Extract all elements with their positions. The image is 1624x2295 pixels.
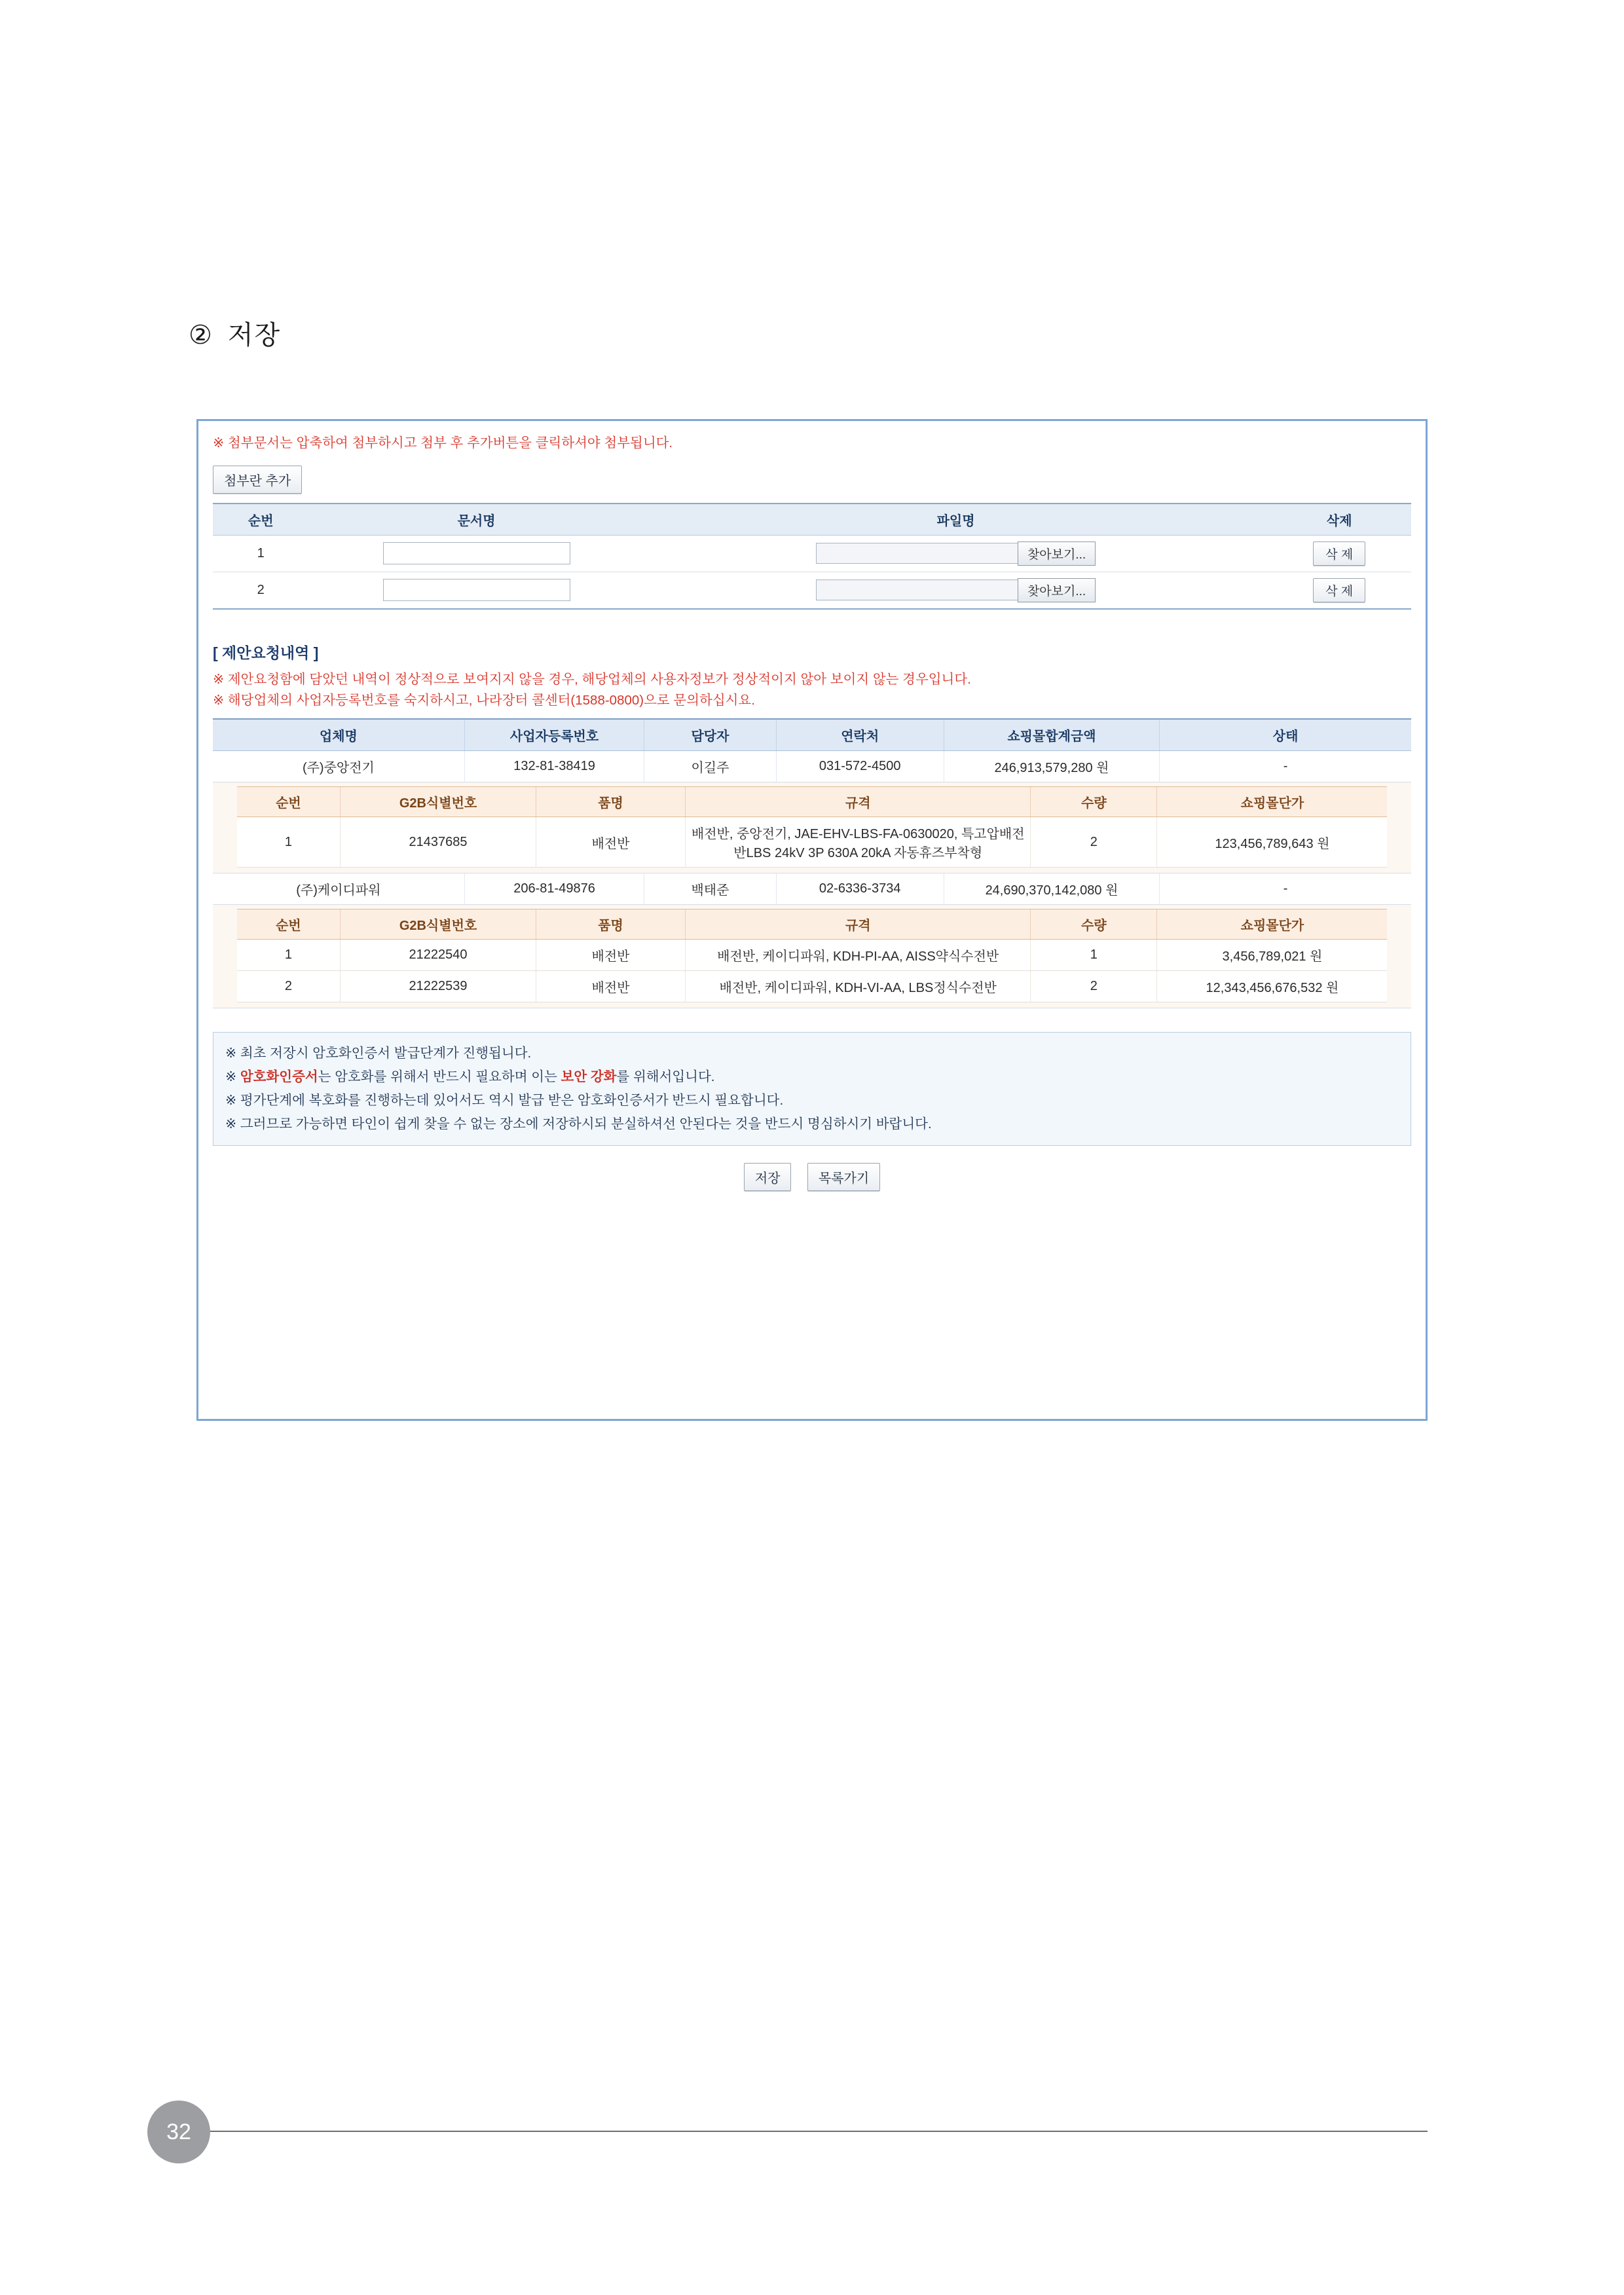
- col-item-name: 품명: [536, 787, 685, 817]
- col-delete: 삭제: [1267, 504, 1411, 536]
- col-tel: 연락처: [776, 719, 944, 751]
- item-name: 배전반: [536, 940, 685, 971]
- item-no: 1: [237, 817, 341, 868]
- vendor-status: -: [1160, 873, 1411, 905]
- vendor-name: (주)케이디파워: [213, 873, 464, 905]
- delete-button-1[interactable]: 삭 제: [1313, 542, 1365, 566]
- col-file-name: 파일명: [644, 504, 1268, 536]
- table-row: [213, 873, 1411, 905]
- doc-name-cell: [308, 572, 644, 609]
- item-qty: 2: [1031, 971, 1157, 1002]
- footer-divider: [203, 2131, 1428, 2132]
- col-biz-no: 사업자등록번호: [464, 719, 644, 751]
- notice-line-4: ※ 그러므로 가능하면 타인이 쉽게 찾을 수 없는 장소에 저장하시되 분실하셔선 안된다는 것을 반드시 명심하시기 바랍니다.: [225, 1116, 932, 1131]
- item-g2b: 21222540: [341, 940, 536, 971]
- item-spec: 배전반, 케이디파워, KDH-VI-AA, LBS정식수전반: [686, 971, 1031, 1002]
- vendor-manager: 이길주: [644, 751, 776, 782]
- file-path-input-2[interactable]: [816, 579, 1020, 600]
- table-row: [213, 751, 1411, 782]
- row-no: 1: [213, 535, 308, 572]
- item-g2b: 21222539: [341, 971, 536, 1002]
- notice-line-2-post: 를 위해서입니다.: [616, 1069, 715, 1085]
- browse-button-1[interactable]: 찾아보기...: [1018, 542, 1096, 566]
- col-unit-price: 쇼핑몰단가: [1157, 909, 1387, 940]
- vendor-item-header: [237, 909, 1388, 940]
- add-attachment-button[interactable]: 첨부란 추가: [213, 466, 302, 494]
- col-qty: 수량: [1031, 909, 1157, 940]
- delete-button-2[interactable]: 삭 제: [1313, 578, 1365, 602]
- attach-add-row: [213, 466, 1411, 494]
- doc-name-input-2[interactable]: [383, 579, 570, 601]
- table-row: [213, 535, 1411, 572]
- notice-line-2-mid: 는 암호화를 위해서 반드시 필요하며 이는: [318, 1069, 561, 1085]
- page-title: [189, 314, 281, 352]
- item-qty: 2: [1031, 817, 1157, 868]
- col-spec: 규격: [686, 909, 1031, 940]
- item-name: 배전반: [536, 817, 685, 868]
- file-name-cell: [644, 535, 1268, 572]
- go-to-list-button[interactable]: 목록가기: [807, 1163, 880, 1191]
- col-status: 상태: [1160, 719, 1411, 751]
- vendor-total: 24,690,370,142,080 원: [944, 873, 1159, 905]
- vendor-biz-no[interactable]: 132-81-38419: [464, 751, 644, 782]
- save-button[interactable]: 저장: [744, 1163, 792, 1191]
- file-path-input-1[interactable]: [816, 543, 1020, 564]
- table-row: [213, 572, 1411, 609]
- attachment-table: [213, 503, 1411, 610]
- proposal-notice-2: ※ 해당업체의 사업자등록번호를 숙지하시고, 나라장터 콜센터(1588-0800)으로 문의하십시요.: [213, 692, 755, 708]
- col-vendor-name: 업체명: [213, 719, 464, 751]
- vendor-status: -: [1160, 751, 1411, 782]
- col-unit-price: 쇼핑몰단가: [1157, 787, 1387, 817]
- proposal-section-title: [ 제안요청내역 ]: [213, 644, 319, 661]
- vendor-items-row: [213, 905, 1411, 1008]
- item-price: 123,456,789,643 원: [1157, 817, 1387, 868]
- vendor-item-table: [237, 909, 1388, 1002]
- vendor-manager: 백태준: [644, 873, 776, 905]
- page-number-badge: 32: [147, 2101, 210, 2163]
- screenshot-frame: [196, 419, 1428, 1421]
- vendor-tel: 02-6336-3734: [776, 873, 944, 905]
- list-item: [237, 817, 1388, 868]
- vendor-item-header: [237, 787, 1388, 817]
- item-name: 배전반: [536, 971, 685, 1002]
- notice-term-certificate: 암호화인증서: [240, 1069, 318, 1085]
- col-total-amount: 쇼핑몰합계금액: [944, 719, 1159, 751]
- col-g2b-no: G2B식별번호: [341, 787, 536, 817]
- col-item-no: 순번: [237, 787, 341, 817]
- col-doc-name: 문서명: [308, 504, 644, 536]
- item-spec: 배전반, 케이디파워, KDH-PI-AA, AISS약식수전반: [686, 940, 1031, 971]
- notice-term-security: 보안 강화: [561, 1069, 617, 1085]
- vendor-item-table: [237, 786, 1388, 868]
- heading-text: 저장: [227, 321, 282, 350]
- proposal-notice-1: ※ 제안요청함에 담았던 내역이 정상적으로 보여지지 않을 경우, 해당업체의 사용자정보가 정상적이지 않아 보이지 않는 경우입니다.: [213, 671, 971, 687]
- vendor-items-row: [213, 782, 1411, 873]
- browse-button-2[interactable]: 찾아보기...: [1018, 578, 1096, 602]
- vendor-items-cell: [213, 905, 1411, 1008]
- delete-cell: [1267, 572, 1411, 609]
- item-no: 1: [237, 940, 341, 971]
- certificate-notice: [213, 1032, 1411, 1146]
- notice-line-2: [225, 1065, 1399, 1089]
- col-item-name: 품명: [536, 909, 685, 940]
- delete-cell: [1267, 535, 1411, 572]
- proposal-table: [213, 718, 1411, 1008]
- col-manager: 담당자: [644, 719, 776, 751]
- col-item-no: 순번: [237, 909, 341, 940]
- vendor-tel: 031-572-4500: [776, 751, 944, 782]
- doc-name-cell: [308, 535, 644, 572]
- col-g2b-no: G2B식별번호: [341, 909, 536, 940]
- vendor-biz-no[interactable]: 206-81-49876: [464, 873, 644, 905]
- row-no: 2: [213, 572, 308, 609]
- item-price: 12,343,456,676,532 원: [1157, 971, 1387, 1002]
- proposal-table-header: [213, 719, 1411, 751]
- notice-line-1: ※ 최초 저장시 암호화인증서 발급단계가 진행됩니다.: [225, 1046, 532, 1061]
- item-price: 3,456,789,021 원: [1157, 940, 1387, 971]
- attach-notice: ※ 첨부문서는 압축하여 첨부하시고 첨부 후 추가버튼을 클릭하셔야 첨부됩니다.: [213, 435, 673, 450]
- vendor-total: 246,913,579,280 원: [944, 751, 1159, 782]
- col-no: 순번: [213, 504, 308, 536]
- doc-name-input-1[interactable]: [383, 542, 570, 564]
- item-g2b: 21437685: [341, 817, 536, 868]
- heading-marker: ②: [189, 321, 213, 350]
- file-name-cell: [644, 572, 1268, 609]
- notice-line-3: ※ 평가단계에 복호화를 진행하는데 있어서도 역시 발급 받은 암호화인증서가 반드시 필요합니다.: [225, 1093, 784, 1109]
- list-item: [237, 971, 1388, 1002]
- notice-line-2-pre: ※: [225, 1069, 240, 1085]
- item-spec: 배전반, 중앙전기, JAE-EHV-LBS-FA-0630020, 특고압배전반LBS 24kV 3P 630A 20kA 자동휴즈부착형: [686, 817, 1031, 868]
- col-qty: 수량: [1031, 787, 1157, 817]
- vendor-items-cell: [213, 782, 1411, 873]
- vendor-name: (주)중앙전기: [213, 751, 464, 782]
- list-item: [237, 940, 1388, 971]
- col-spec: 규격: [686, 787, 1031, 817]
- attachment-table-header: [213, 504, 1411, 536]
- item-qty: 1: [1031, 940, 1157, 971]
- action-button-row: [213, 1163, 1411, 1191]
- item-no: 2: [237, 971, 341, 1002]
